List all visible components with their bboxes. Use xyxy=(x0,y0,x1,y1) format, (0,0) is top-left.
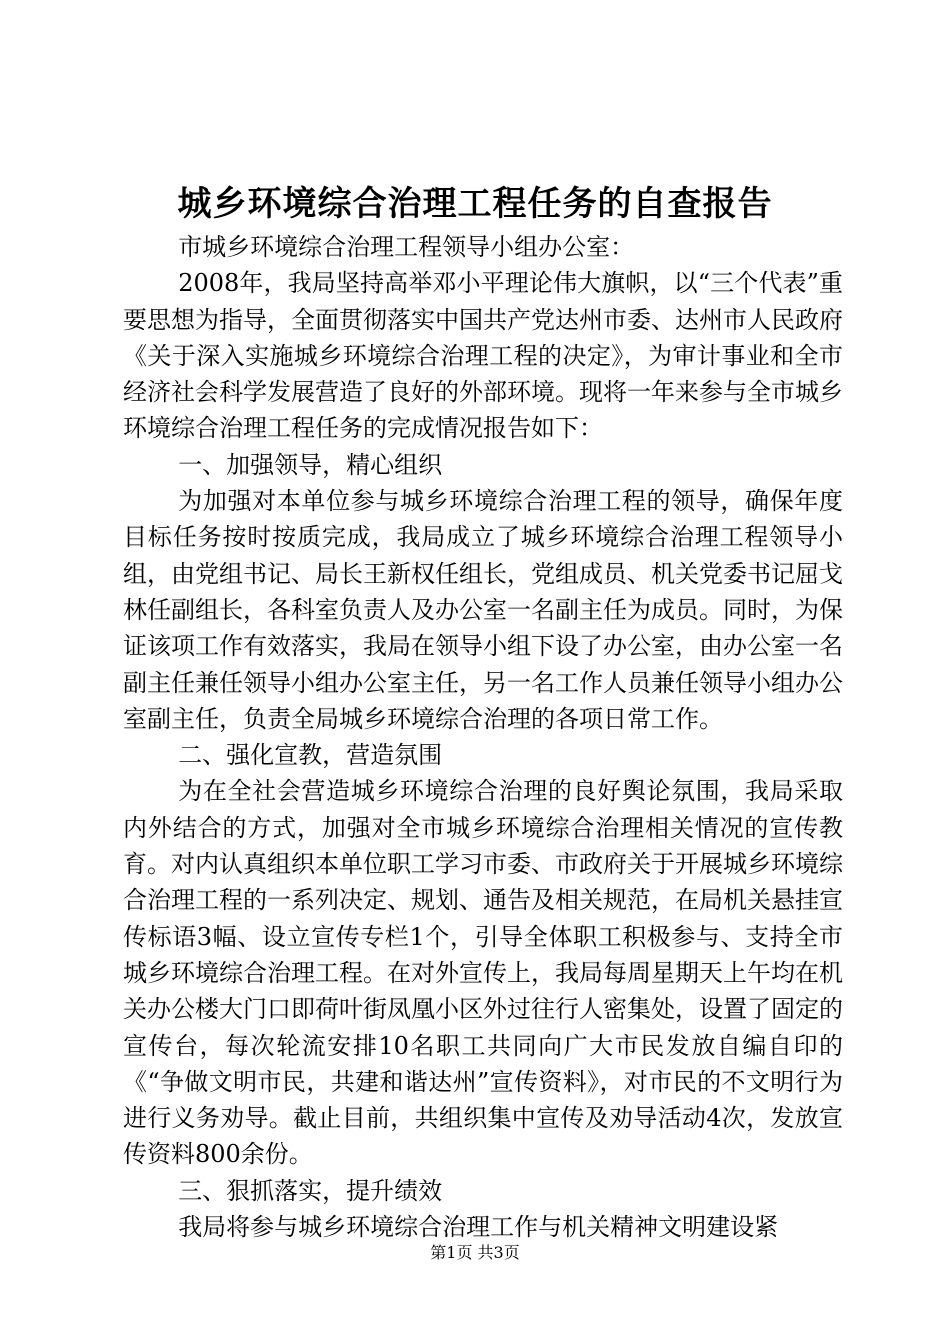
section-heading-1: 一、加强领导，精心组织 xyxy=(178,450,443,479)
salutation: 市城乡环境综合治理工程领导小组办公室： xyxy=(178,233,635,261)
section-paragraph-1: 为加强对本单位参与城乡环境综合治理工程的领导，确保年度目标任务按时按质完成，我局成立了城乡环境综合治理工程领导小组，由党组书记、局长王新权任组长，党组成员、机关党委书记屈戈林任副组长，各科室负责人及办公室一名副主任为成员。同时，为保证该项工作有效落实，我局在领导小组下设了办公室，由办公室一名副主任兼任领导小组办公室主任，另一名工作人员兼任领导小组办公室副主任，负责全局城乡环境综合治理的各项日常工作。 xyxy=(123,487,843,733)
page-number-footer: 第1页 共3页 xyxy=(430,1243,520,1262)
document-title: 城乡环境综合治理工程任务的自查报告 xyxy=(177,184,773,224)
section-paragraph-3: 我局将参与城乡环境综合治理工作与机关精神文明建设紧 xyxy=(178,1213,779,1242)
intro-paragraph: 2008年，我局坚持高举邓小平理论伟大旗帜，以“三个代表”重要思想为指导，全面贯彻落实中国共产党达州市委、达州市人民政府《关于深入实施城乡环境综合治理工程的决定》，为审计事业和全市经济社会科学发展营造了良好的外部环境。现将一年来参与全市城乡环境综合治理工程任务的完成情况报告如下： xyxy=(123,269,843,443)
section-heading-3: 三、狠抓落实，提升绩效 xyxy=(178,1176,443,1205)
section-heading-2: 二、强化宣教，营造氛围 xyxy=(178,741,443,770)
document-body xyxy=(123,229,843,1245)
section-paragraph-2: 为在全社会营造城乡环境综合治理的良好舆论氛围，我局采取内外结合的方式，加强对全市城乡环境综合治理相关情况的宣传教育。对内认真组织本单位职工学习市委、市政府关于开展城乡环境综合治理工程的一系列决定、规划、通告及相关规范，在局机关悬挂宣传标语3幅、设立宣传专栏1个，引导全体职工积极参与、支持全市城乡环境综合治理工程。在对外宣传上，我局每周星期天上午均在机关办公楼大门口即荷叶街凤凰小区外过往行人密集处，设置了固定的宣传台，每次轮流安排10名职工共同向广大市民发放自编自印的《“争做文明市民，共建和谐达州”宣传资料》，对市民的不文明行为进行义务劝导。截止目前，共组织集中宣传及劝导活动4次，发放宣传资料800余份。 xyxy=(123,777,843,1169)
